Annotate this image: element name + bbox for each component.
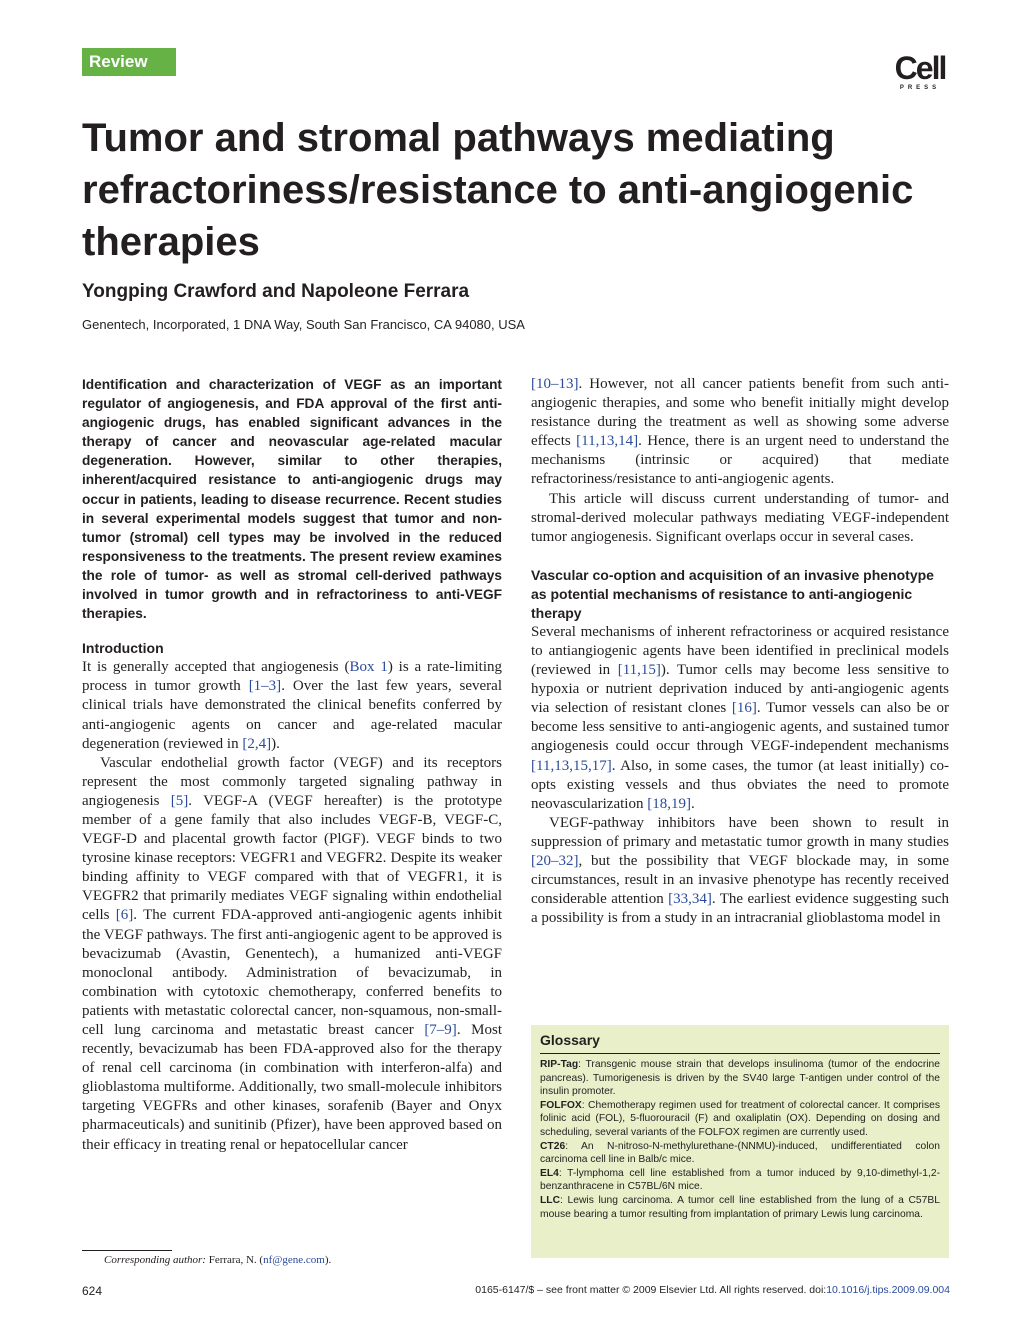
footnote-divider bbox=[82, 1250, 172, 1251]
citation-link[interactable]: [11,13,14] bbox=[576, 433, 639, 450]
right-paragraph-1: [10–13]. However, not all cancer patients benefit from such anti-angiogenic therapies, and some who benefit initially might develop resistance during the treatment as well as showing some adverse effects [11,13,14]. Hence, there is an urgent need to understand the mechanisms (intrinsic or acquired) that mediate refractoriness/resistance to anti-angiogenic agents. bbox=[531, 376, 949, 488]
authors: Yongping Crawford and Napoleone Ferrara bbox=[82, 281, 470, 302]
footer-copyright: 0165-6147/$ – see front matter © 2009 Elsevier Ltd. All rights reserved. doi:10.1016/j.tips.2009.09.004 bbox=[475, 1284, 950, 1296]
box-link[interactable]: Box 1 bbox=[349, 659, 388, 676]
glossary-entry: FOLFOX: Chemotherapy regimen used for treatment of colorectal cancer. It comprises folinic acid (FOL), 5-fluorouracil (F) and oxaliplatin (OX). Depending on dosing and scheduling, several variants of the FOLFOX regimen are currently used. bbox=[540, 1099, 940, 1138]
footnote: Corresponding author: Ferrara, N. (nf@gene.com). bbox=[104, 1254, 332, 1266]
citation-link[interactable]: [7–9] bbox=[424, 1022, 457, 1038]
glossary-entry: CT26: An N-nitroso-N-methylurethane-(NNMU)-induced, undifferentiated colon carcinoma cell line in Balb/c mice. bbox=[540, 1140, 940, 1166]
glossary-entry: LLC: Lewis lung carcinoma. A tumor cell line established from the lung of a C57BL mouse bearing a tumor resulting from implantation of primary Lewis lung carcinoma. bbox=[540, 1194, 940, 1220]
citation-link[interactable]: [20–32] bbox=[531, 852, 579, 869]
glossary-entry: RIP-Tag: Transgenic mouse strain that develops insulinoma (tumor of the endocrine pancreas). Tumorigenesis is driven by the SV40 large T-antigen under control of the insulin promoter. bbox=[540, 1059, 940, 1098]
right-paragraph-2: This article will discuss current understanding of tumor- and stromal-derived molecular pathways mediating VEGF-independent tumor angiogenesis. Significant overlaps occur in several cases. bbox=[531, 490, 949, 545]
cell-press-logo bbox=[888, 52, 952, 91]
logo-sub-text: PRESS bbox=[899, 85, 941, 91]
right-paragraph-3: Several mechanisms of inherent refractoriness or acquired resistance to antiangiogenic agents have been identified in preclinical models (reviewed in [11,15]). Tumor cells may become less sensitive to hypoxia or nutrient deprivation induced by anti-angiogenic agents via selection of resistant clones [16]. Tumor vessels can also be or become less sensitive to anti-angiogenic agents, and sustained tumor angiogenesis could occur through VEGF-independent mechanisms [11,13,15,17]. Also, in some cases, the tumor (at least initially) co-opts existing vessels and thus obviates the need to promote neovascularization [18,19]. bbox=[531, 623, 949, 812]
citation-link[interactable]: [33,34] bbox=[668, 891, 712, 908]
glossary-title: Glossary bbox=[540, 1032, 600, 1048]
article-title: Tumor and stromal pathways mediating refractoriness/resistance to anti-angiogenic therapies bbox=[82, 116, 914, 264]
citation-link[interactable]: [6] bbox=[115, 907, 134, 924]
citation-link[interactable]: [16] bbox=[731, 700, 757, 717]
affiliation: Genentech, Incorporated, 1 DNA Way, South San Francisco, CA 94080, USA bbox=[82, 317, 525, 332]
citation-link[interactable]: [1–3] bbox=[248, 678, 282, 695]
introduction-heading: Introduction bbox=[82, 640, 164, 657]
logo-main-text: Cell bbox=[894, 50, 946, 86]
glossary-box bbox=[531, 1025, 949, 1258]
abstract: Identification and characterization of VEGF as an important regulator of angiogenesis, and FDA approval of the first anti-angiogenic drugs, has enabled significant advances in the therapy of cancer and neovascular age-related macular degeneration. However, similar to other therapies, inherent/acquired resistance to anti-angiogenic drugs may occur in patients, leading to disease recurrence. Recent studies in several experimental models suggest that tumor and non-tumor (stromal) cell types may be involved in the reduced responsiveness to the treatments. The present review examines the role of tumor- as well as stromal cell-derived pathways involved in tumor growth and in refractoriness to anti-VEGF therapies. bbox=[82, 377, 502, 622]
section-label: Review bbox=[82, 48, 176, 76]
right-column bbox=[531, 375, 949, 928]
doi-link[interactable]: 10.1016/j.tips.2009.09.004 bbox=[826, 1284, 950, 1296]
intro-paragraph-1: It is generally accepted that angiogenesis (Box 1) is a rate-limiting process in tumor growth [1–3]. Over the last few years, several clinical trials have demonstrated the clinical benefits conferred by anti-angiogenic agents on cancer and age-related macular degeneration (reviewed in [2,4]). bbox=[82, 659, 502, 752]
intro-paragraph-2: Vascular endothelial growth factor (VEGF) and its receptors represent the most commonly targeted signaling pathway in angiogenesis [5]. VEGF-A (VEGF hereafter) is the prototype member of a gene family that also includes VEGF-B, VEGF-C, VEGF-D and placental growth factor (PlGF). VEGF binds to two tyrosine kinase receptors: VEGFR1 and VEGFR2. Despite its weaker binding affinity to VEGF compared with that of VEGFR1, it is VEGFR2 that primarily mediates VEGF signaling within endothelial cells [6]. The current FDA-approved anti-angiogenic agents inhibit the VEGF pathways. The first anti-angiogenic agent to be approved is bevacizumab (Avastin, Genentech), a humanized anti-VEGF monoclonal antibody. Administration of bevacizumab, in combination with cytotoxic chemotherapy, conferred benefits to patients with metastatic colorectal cancer, non-squamous, non-small-cell lung carcinoma and metastatic breast cancer [7–9]. Most recently, bevacizumab has been FDA-approved also for the therapy of renal cell carcinoma (in combination with interferon-alfa) and glioblastoma multiforme. Additionally, two small-molecule inhibitors targeting VEGFRs and other kinases, sorafenib (Bayer and Onyx pharmaceuticals) and sunitinib (Pfizer), have been approved based on their efficacy in treating renal or hepatocellular cancer bbox=[82, 754, 503, 1153]
left-column bbox=[82, 375, 502, 1155]
citation-link[interactable]: [2,4] bbox=[242, 735, 272, 752]
citation-link[interactable]: [5] bbox=[170, 792, 189, 809]
section-heading: Vascular co-option and acquisition of an invasive phenotype as potential mechanisms of resistance to anti-angiogenic therapy bbox=[531, 566, 934, 621]
citation-link[interactable]: [10–13] bbox=[531, 376, 579, 392]
email-link[interactable]: nf@gene.com bbox=[263, 1254, 325, 1266]
page-number: 624 bbox=[82, 1284, 103, 1298]
citation-link[interactable]: [18,19] bbox=[647, 795, 691, 812]
right-paragraph-4: VEGF-pathway inhibitors have been shown to result in suppression of primary and metastatic tumor growth in many studies [20–32], but the possibility that VEGF blockade may, in some circumstances, result in an invasive phenotype has recently received considerable attention [33,34]. The earliest evidence suggesting such a possibility is from a study in an intracranial glioblastoma model in bbox=[531, 814, 949, 927]
citation-link[interactable]: [11,15] bbox=[617, 662, 661, 679]
glossary-entry: EL4: T-lymphoma cell line established from a tumor induced by 9,10-dimethyl-1,2-benzanthracene in C57BL/6N mice. bbox=[540, 1167, 940, 1193]
citation-link[interactable]: [11,13,15,17] bbox=[531, 757, 612, 774]
glossary-divider bbox=[540, 1053, 940, 1054]
